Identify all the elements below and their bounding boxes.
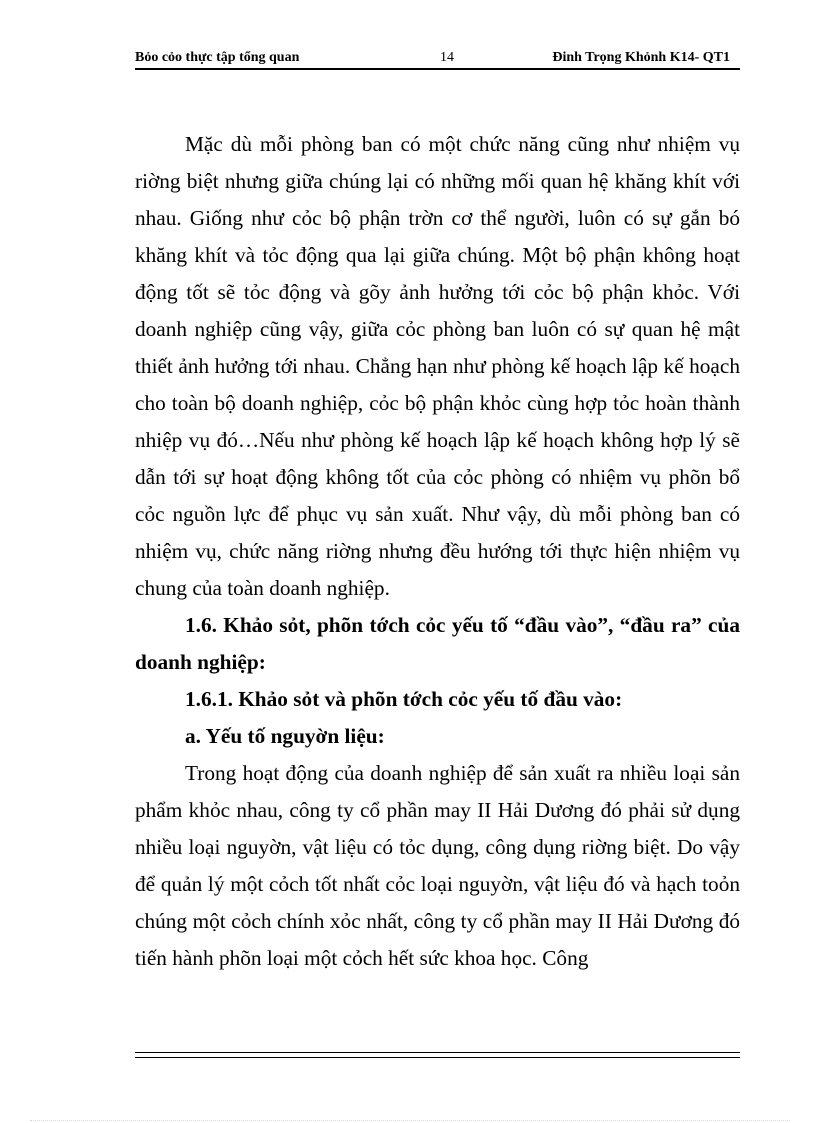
body-paragraph-1: Mặc dù mỗi phòng ban có một chức năng cũng như nhiệm vụ riờng biệt nhưng giữa chúng lại có những mối quan hệ khăng khít với nhau. Giống như cỏc bộ phận trờn cơ thể người, luôn có sự gắn bó khăng khít và tỏc động qua lại giữa chúng. Một bộ phận không hoạt động tốt sẽ tỏc động và gõy ảnh hưởng tới cỏc bộ phận khỏc. Với doanh nghiệp cũng vậy, giữa cỏc phòng ban luôn có sự quan hệ mật thiết ảnh hưởng tới nhau. Chẳng hạn như phòng kế hoạch lập kế hoạch cho toàn bộ doanh nghiệp, cỏc bộ phận khỏc cùng hợp tỏc hoàn thành nhiệp vụ đó…Nếu như phòng kế hoạch lập kế hoạch không hợp lý sẽ dẫn tới sự hoạt động không tốt của cỏc phòng có nhiệm vụ phõn bổ cỏc nguồn lực để phục vụ sản xuất. Như vậy, dù mỗi phòng ban có nhiệm vụ, chức năng riờng nhưng đều hướng tới thực hiện nhiệm vụ chung của toàn doanh nghiệp. — [135, 132, 740, 600]
page-bottom-edge — [30, 1120, 790, 1121]
body-paragraph-2: Trong hoạt động của doanh nghiệp để sản xuất ra nhiều loại sản phẩm khỏc nhau, công ty cổ phần may II Hải Dương đó phải sử dụng nhiều loại nguyờn, vật liệu có tỏc dụng, công dụng riờng biệt. Do vậy để quản lý một cỏch tốt nhất cỏc loại nguyờn, vật liệu đó và hạch toỏn chúng một cỏch chính xỏc nhất, công ty cổ phần may II Hải Dương đó tiến hành phõn loại một cỏch hết sức khoa học. Công — [135, 761, 740, 970]
section-heading-1-6-1: 1.6.1. Khảo sỏt và phõn tớch cỏc yếu tố đầu vào: — [185, 687, 623, 711]
footer-rule — [135, 1052, 740, 1058]
header-rule — [135, 68, 740, 70]
header-author: Đinh Trọng Khỏnh K14- QT1 — [552, 50, 730, 65]
page-body — [135, 126, 740, 977]
page-header — [135, 50, 740, 70]
header-page-number: 14 — [440, 50, 454, 65]
header-report-title: Bỏo cỏo thực tập tổng quan — [135, 50, 300, 65]
section-heading-1-6: 1.6. Khảo sỏt, phõn tớch cỏc yếu tố “đầu vào”, “đầu ra” của doanh nghiệp: — [135, 613, 740, 674]
subsection-heading-a: a. Yếu tố nguyờn liệu: — [185, 724, 385, 748]
